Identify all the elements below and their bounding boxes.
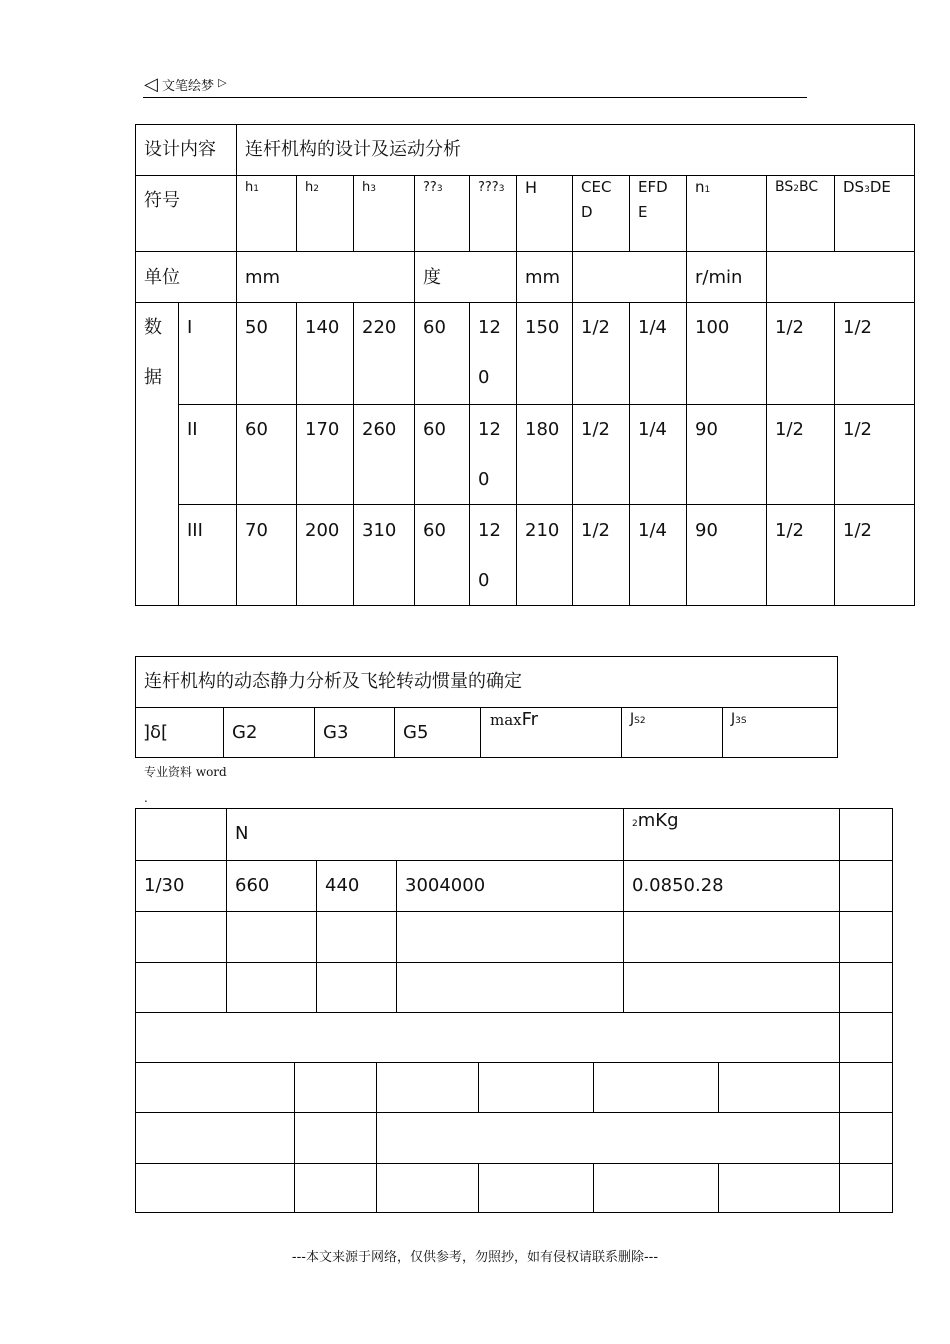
cell-cecd: 1/2 xyxy=(581,317,610,338)
symbol-cecd-line2: D xyxy=(581,203,593,221)
cell-g2: 660 xyxy=(235,875,270,896)
cell-h3: 260 xyxy=(362,419,397,440)
col-g5: G5 xyxy=(403,722,429,743)
col-maxfr: maxFr xyxy=(490,709,539,730)
cell-h1: 60 xyxy=(245,419,268,440)
cell-angle-1: 60 xyxy=(423,419,446,440)
symbol-h3: h3 xyxy=(362,180,376,195)
unit-mm-1: mm xyxy=(245,267,281,288)
cell-angle-1: 60 xyxy=(423,520,446,541)
symbol-angle-1: ??3 xyxy=(423,180,443,195)
cell-H: 210 xyxy=(525,520,560,541)
cell-n1: 100 xyxy=(695,317,730,338)
cell-ds: 1/2 xyxy=(843,317,872,338)
cell-efde: 1/4 xyxy=(638,520,667,541)
unit-kgm2: 2mKg xyxy=(632,810,679,831)
cell-g3: 440 xyxy=(325,875,360,896)
cell-H: 150 xyxy=(525,317,560,338)
row-label: I xyxy=(187,317,193,338)
page-dot: . xyxy=(144,791,148,805)
cell-n1: 90 xyxy=(695,520,718,541)
cell-h3: 310 xyxy=(362,520,397,541)
left-triangle-icon: ◁ xyxy=(144,74,158,95)
symbol-ds3de: DS3DE xyxy=(843,178,891,196)
symbol-H: H xyxy=(525,178,538,197)
right-triangle-icon: ▷ xyxy=(218,76,227,89)
col-js2: JS2 xyxy=(630,711,646,727)
cell-h1: 50 xyxy=(245,317,268,338)
symbol-n1: n1 xyxy=(695,178,711,196)
header-rule xyxy=(143,97,807,98)
table2-title: 连杆机构的动态静力分析及飞轮转动惯量的确定 xyxy=(144,671,522,692)
cell-h3: 220 xyxy=(362,317,397,338)
symbol-h1: h1 xyxy=(245,180,259,195)
cell-angle-1: 60 xyxy=(423,317,446,338)
document-header xyxy=(144,74,227,95)
data-label-1: 数 xyxy=(144,317,162,338)
cell-h2: 170 xyxy=(305,419,340,440)
symbol-efde-line2: E xyxy=(638,203,648,221)
cell-delta: 1/30 xyxy=(144,875,185,896)
page-footer: ---本文来源于网络，仅供参考，勿照抄，如有侵权请联系删除--- xyxy=(291,1250,659,1265)
unit-newton: N xyxy=(235,823,249,844)
cell-cecd: 1/2 xyxy=(581,419,610,440)
symbol-cecd-line1: CEC xyxy=(581,178,612,196)
cell-efde: 1/4 xyxy=(638,419,667,440)
symbol-bs2bc: BS2BC xyxy=(775,179,819,195)
cell-h2: 140 xyxy=(305,317,340,338)
col-g2: G2 xyxy=(232,722,258,743)
design-content-label: 设计内容 xyxy=(144,139,216,160)
symbol-h2: h2 xyxy=(305,180,319,195)
unit-mm-2: mm xyxy=(525,267,561,288)
unit-degree: 度 xyxy=(423,267,441,288)
cell-js: 0.0850.28 xyxy=(632,875,724,896)
cell-angle-2-part2: 0 xyxy=(478,570,490,591)
cell-bs: 1/2 xyxy=(775,520,804,541)
header-title: 文笔绘梦 xyxy=(161,79,214,94)
cell-h1: 70 xyxy=(245,520,268,541)
cell-h2: 200 xyxy=(305,520,340,541)
cell-angle-2-part1: 12 xyxy=(478,317,501,338)
unit-label: 单位 xyxy=(144,267,180,288)
cell-angle-2-part1: 12 xyxy=(478,419,501,440)
col-j3s: J3S xyxy=(731,711,747,727)
page-note: 专业资料 word xyxy=(144,765,227,779)
cell-ds: 1/2 xyxy=(843,520,872,541)
cell-angle-2-part1: 12 xyxy=(478,520,501,541)
row-label: III xyxy=(187,520,203,541)
cell-angle-2-part2: 0 xyxy=(478,469,490,490)
cell-g5: 3004000 xyxy=(405,875,486,896)
unit-rpm: r/min xyxy=(695,267,743,288)
row-label: II xyxy=(187,419,198,440)
col-g3: G3 xyxy=(323,722,349,743)
symbol-efde-line1: EFD xyxy=(638,178,668,196)
cell-efde: 1/4 xyxy=(638,317,667,338)
cell-H: 180 xyxy=(525,419,560,440)
cell-angle-2-part2: 0 xyxy=(478,367,490,388)
design-content-value: 连杆机构的设计及运动分析 xyxy=(245,139,461,160)
cell-cecd: 1/2 xyxy=(581,520,610,541)
symbol-angle-2: ???3 xyxy=(478,180,505,195)
cell-bs: 1/2 xyxy=(775,419,804,440)
col-delta: ]δ[ xyxy=(143,722,169,743)
cell-n1: 90 xyxy=(695,419,718,440)
symbol-label: 符号 xyxy=(144,190,180,211)
cell-ds: 1/2 xyxy=(843,419,872,440)
data-label-2: 据 xyxy=(144,367,162,388)
cell-bs: 1/2 xyxy=(775,317,804,338)
